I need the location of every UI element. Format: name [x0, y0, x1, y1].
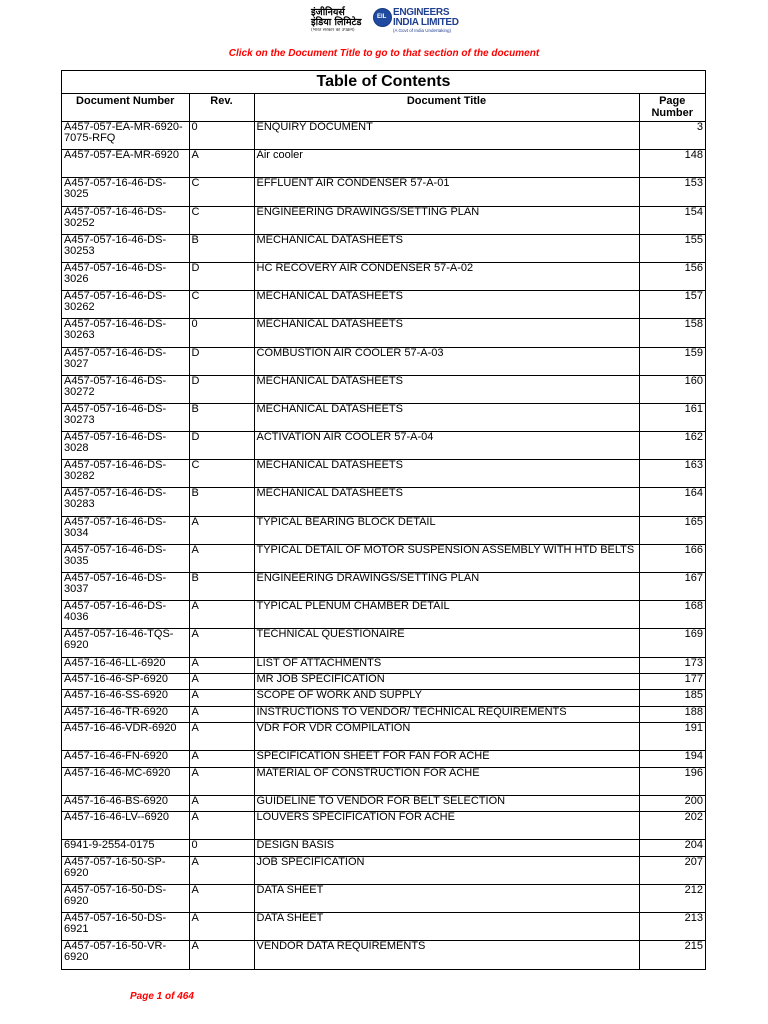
- document-number-cell: A457-057-16-46-DS-3026: [62, 262, 189, 290]
- document-number-cell: A457-057-16-46-DS-30283: [62, 488, 189, 516]
- document-title-link[interactable]: TYPICAL DETAIL OF MOTOR SUSPENSION ASSEMBLY WITH HTD BELTS: [254, 544, 639, 572]
- revision-cell: A: [189, 941, 254, 969]
- document-title-link[interactable]: MECHANICAL DATASHEETS: [254, 319, 639, 347]
- revision-cell: A: [189, 812, 254, 840]
- page-number-cell: 207: [639, 856, 705, 884]
- document-title-link[interactable]: MECHANICAL DATASHEETS: [254, 403, 639, 431]
- revision-cell: A: [189, 795, 254, 811]
- engineers-india-logo: [311, 6, 461, 40]
- document-number-cell: A457-057-16-46-DS-3028: [62, 432, 189, 460]
- page-number-cell: 158: [639, 319, 705, 347]
- table-row[interactable]: [62, 573, 705, 601]
- page-number-cell: 194: [639, 751, 705, 767]
- document-number-cell: A457-16-46-VDR-6920: [62, 723, 189, 751]
- revision-cell: A: [189, 690, 254, 706]
- table-of-contents: [61, 70, 706, 970]
- table-row[interactable]: [62, 885, 705, 913]
- page-number-cell: 185: [639, 690, 705, 706]
- page-number-cell: 165: [639, 516, 705, 544]
- table-row[interactable]: [62, 460, 705, 488]
- document-title-link[interactable]: LIST OF ATTACHMENTS: [254, 657, 639, 673]
- revision-cell: C: [189, 206, 254, 234]
- document-number-cell: A457-057-16-46-DS-30282: [62, 460, 189, 488]
- document-number-cell: A457-057-16-46-DS-3035: [62, 544, 189, 572]
- revision-cell: A: [189, 751, 254, 767]
- revision-cell: A: [189, 657, 254, 673]
- page-number-cell: 188: [639, 706, 705, 722]
- document-title-link[interactable]: JOB SPECIFICATION: [254, 856, 639, 884]
- page-number-cell: 164: [639, 488, 705, 516]
- page-number-cell: 163: [639, 460, 705, 488]
- document-number-cell: 6941-9-2554-0175: [62, 840, 189, 856]
- table-row[interactable]: [62, 751, 705, 767]
- table-row[interactable]: [62, 723, 705, 751]
- document-number-cell: A457-16-46-FN-6920: [62, 751, 189, 767]
- logo-english-line1: ENGINEERS: [393, 7, 450, 18]
- table-row[interactable]: [62, 319, 705, 347]
- column-header-rev: Rev.: [189, 94, 254, 122]
- document-title-link[interactable]: DATA SHEET: [254, 913, 639, 941]
- toc-table: [62, 94, 705, 969]
- page-number-cell: 157: [639, 291, 705, 319]
- revision-cell: B: [189, 488, 254, 516]
- document-header: [0, 6, 768, 40]
- document-number-cell: A457-057-16-50-DS-6921: [62, 913, 189, 941]
- document-title-link[interactable]: SCOPE OF WORK AND SUPPLY: [254, 690, 639, 706]
- revision-cell: 0: [189, 319, 254, 347]
- document-title-link[interactable]: ENGINEERING DRAWINGS/SETTING PLAN: [254, 206, 639, 234]
- column-header-page-number: Page Number: [639, 94, 705, 122]
- document-number-cell: A457-057-16-46-DS-30252: [62, 206, 189, 234]
- page-number-cell: 213: [639, 913, 705, 941]
- document-title-link[interactable]: EFFLUENT AIR CONDENSER 57-A-01: [254, 178, 639, 206]
- document-title-link[interactable]: ENGINEERING DRAWINGS/SETTING PLAN: [254, 573, 639, 601]
- revision-cell: C: [189, 460, 254, 488]
- revision-cell: A: [189, 856, 254, 884]
- page-number-cell: 148: [639, 150, 705, 178]
- logo-english-tagline: (A Govt of India Undertaking): [393, 28, 452, 33]
- page-indicator: Page 1 of 464: [130, 991, 194, 1002]
- document-title-link[interactable]: TYPICAL BEARING BLOCK DETAIL: [254, 516, 639, 544]
- page-number-cell: 212: [639, 885, 705, 913]
- revision-cell: A: [189, 767, 254, 795]
- document-title-link[interactable]: MECHANICAL DATASHEETS: [254, 375, 639, 403]
- document-title-link[interactable]: MECHANICAL DATASHEETS: [254, 234, 639, 262]
- document-number-cell: A457-057-16-46-DS-30263: [62, 319, 189, 347]
- document-number-cell: A457-16-46-SS-6920: [62, 690, 189, 706]
- table-row[interactable]: [62, 673, 705, 689]
- logo-english-line2: INDIA LIMITED: [393, 17, 459, 28]
- revision-cell: A: [189, 544, 254, 572]
- page-number-cell: 3: [696, 121, 703, 133]
- table-row[interactable]: [62, 690, 705, 706]
- revision-cell: A: [189, 723, 254, 751]
- emblem-text: EIL: [377, 14, 387, 20]
- table-row[interactable]: [62, 150, 705, 178]
- table-row[interactable]: [62, 432, 705, 460]
- page-number-cell: 156: [639, 262, 705, 290]
- revision-cell: A: [189, 629, 254, 657]
- document-title-link[interactable]: VENDOR DATA REQUIREMENTS: [254, 941, 639, 969]
- revision-cell: B: [189, 234, 254, 262]
- revision-cell: D: [189, 347, 254, 375]
- document-title-link[interactable]: LOUVERS SPECIFICATION FOR ACHE: [254, 812, 639, 840]
- table-row[interactable]: [62, 347, 705, 375]
- table-row[interactable]: [62, 856, 705, 884]
- table-row[interactable]: [62, 795, 705, 811]
- logo-hindi-line2: इंडिया लिमिटेड: [311, 17, 362, 28]
- document-number-cell: A457-057-16-46-DS-30253: [62, 234, 189, 262]
- table-row[interactable]: [62, 840, 705, 856]
- document-number-cell: A457-057-EA-MR-6920-7075-RFQ: [62, 122, 189, 150]
- document-number-cell: A457-16-46-SP-6920: [62, 673, 189, 689]
- table-row[interactable]: [62, 913, 705, 941]
- revision-cell: A: [189, 913, 254, 941]
- revision-cell: A: [189, 706, 254, 722]
- document-title-link[interactable]: HC RECOVERY AIR CONDENSER 57-A-02: [254, 262, 639, 290]
- logo-hindi-text: [311, 8, 369, 34]
- document-number-cell: A457-057-16-46-DS-4036: [62, 601, 189, 629]
- revision-cell: A: [189, 673, 254, 689]
- page-number-cell: 167: [639, 573, 705, 601]
- document-number-cell: A457-057-16-50-SP-6920: [62, 856, 189, 884]
- page-number-cell: 166: [639, 544, 705, 572]
- document-number-cell: A457-057-16-46-DS-3037: [62, 573, 189, 601]
- page-number-cell: 204: [639, 840, 705, 856]
- page-number-cell: 215: [639, 941, 705, 969]
- document-number-cell: A457-057-16-46-DS-30273: [62, 403, 189, 431]
- revision-cell: D: [189, 375, 254, 403]
- table-row[interactable]: [62, 544, 705, 572]
- document-title-link[interactable]: VDR FOR VDR COMPILATION: [254, 723, 639, 751]
- revision-cell: A: [189, 516, 254, 544]
- page-number-cell: 177: [639, 673, 705, 689]
- document-number-cell: A457-16-46-TR-6920: [62, 706, 189, 722]
- document-title-link[interactable]: SPECIFICATION SHEET FOR FAN FOR ACHE: [254, 751, 639, 767]
- page-number-cell: 160: [639, 375, 705, 403]
- document-number-cell: A457-16-46-BS-6920: [62, 795, 189, 811]
- table-row[interactable]: [62, 706, 705, 722]
- document-title-link[interactable]: INSTRUCTIONS TO VENDOR/ TECHNICAL REQUIREMENTS: [254, 706, 639, 722]
- table-row[interactable]: [62, 178, 705, 206]
- revision-cell: D: [189, 432, 254, 460]
- table-row[interactable]: [62, 375, 705, 403]
- toc-header-row: [62, 94, 705, 122]
- document-title-link[interactable]: MECHANICAL DATASHEETS: [254, 488, 639, 516]
- document-title-link[interactable]: TECHNICAL QUESTIONAIRE: [254, 629, 639, 657]
- document-number-cell: A457-16-46-MC-6920: [62, 767, 189, 795]
- revision-cell: B: [189, 403, 254, 431]
- column-header-document-title: Document Title: [254, 94, 639, 122]
- document-number-cell: A457-057-16-46-DS-30262: [62, 291, 189, 319]
- logo-hindi-line1: इंजीनियर्स: [311, 7, 345, 18]
- table-row[interactable]: [62, 403, 705, 431]
- table-row[interactable]: [62, 262, 705, 290]
- table-row[interactable]: [62, 234, 705, 262]
- table-row[interactable]: [62, 767, 705, 795]
- document-number-cell: A457-16-46-LV--6920: [62, 812, 189, 840]
- page-number-cell: 196: [639, 767, 705, 795]
- revision-cell: C: [189, 178, 254, 206]
- document-title-link[interactable]: MR JOB SPECIFICATION: [254, 673, 639, 689]
- table-row[interactable]: [62, 291, 705, 319]
- revision-cell: 0: [189, 122, 254, 150]
- page-number-cell: 169: [639, 629, 705, 657]
- table-row[interactable]: [62, 941, 705, 969]
- document-title-link[interactable]: GUIDELINE TO VENDOR FOR BELT SELECTION: [254, 795, 639, 811]
- table-row[interactable]: [62, 122, 705, 150]
- page-number-cell: 159: [639, 347, 705, 375]
- document-title-link[interactable]: MECHANICAL DATASHEETS: [254, 291, 639, 319]
- document-title-link[interactable]: MECHANICAL DATASHEETS: [254, 460, 639, 488]
- document-number-cell: A457-16-46-LL-6920: [62, 657, 189, 673]
- page-number-cell: 173: [639, 657, 705, 673]
- navigation-instruction: Click on the Document Title to go to that section of the document: [228, 48, 540, 59]
- document-title-link[interactable]: COMBUSTION AIR COOLER 57-A-03: [254, 347, 639, 375]
- document-number-cell: A457-057-16-50-VR-6920: [62, 941, 189, 969]
- table-row[interactable]: [62, 206, 705, 234]
- column-header-document-number: Document Number: [62, 94, 189, 122]
- document-number-cell: A457-057-16-50-DS-6920: [62, 885, 189, 913]
- page-number-cell: 202: [639, 812, 705, 840]
- document-number-cell: A457-057-16-46-DS-3025: [62, 178, 189, 206]
- page-number-cell: 155: [639, 234, 705, 262]
- document-number-cell: A457-057-16-46-DS-3034: [62, 516, 189, 544]
- logo-hindi-tagline: (भारत सरकार का उपक्रम): [311, 28, 355, 33]
- document-title-link[interactable]: DATA SHEET: [254, 885, 639, 913]
- document-title-link[interactable]: ENQUIRY DOCUMENT: [254, 122, 639, 150]
- logo-english-text: [393, 8, 459, 34]
- revision-cell: A: [189, 601, 254, 629]
- document-title-link[interactable]: ACTIVATION AIR COOLER 57-A-04: [254, 432, 639, 460]
- document-number-cell: A457-057-16-46-TQS-6920: [62, 629, 189, 657]
- revision-cell: A: [189, 885, 254, 913]
- toc-title: Table of Contents: [62, 71, 705, 94]
- table-row[interactable]: [62, 812, 705, 840]
- table-row[interactable]: [62, 657, 705, 673]
- page-number-cell: 153: [639, 178, 705, 206]
- table-row[interactable]: [62, 629, 705, 657]
- page-number-cell: 154: [639, 206, 705, 234]
- document-number-cell: A457-057-EA-MR-6920: [62, 150, 189, 178]
- eil-emblem-icon: [373, 8, 392, 27]
- revision-cell: B: [189, 573, 254, 601]
- table-row[interactable]: [62, 601, 705, 629]
- document-title-link[interactable]: Air cooler: [254, 150, 639, 178]
- revision-cell: C: [189, 291, 254, 319]
- table-row[interactable]: [62, 488, 705, 516]
- page-number-cell: 161: [639, 403, 705, 431]
- document-number-cell: A457-057-16-46-DS-3027: [62, 347, 189, 375]
- table-row[interactable]: [62, 516, 705, 544]
- page-number-cell: 168: [639, 601, 705, 629]
- document-number-cell: A457-057-16-46-DS-30272: [62, 375, 189, 403]
- revision-cell: A: [189, 150, 254, 178]
- document-title-link[interactable]: DESIGN BASIS: [254, 840, 639, 856]
- revision-cell: D: [189, 262, 254, 290]
- page-number-cell: 162: [639, 432, 705, 460]
- page-number-cell: 200: [639, 795, 705, 811]
- revision-cell: 0: [189, 840, 254, 856]
- document-title-link[interactable]: TYPICAL PLENUM CHAMBER DETAIL: [254, 601, 639, 629]
- document-title-link[interactable]: MATERIAL OF CONSTRUCTION FOR ACHE: [254, 767, 639, 795]
- page-number-cell: 191: [639, 723, 705, 751]
